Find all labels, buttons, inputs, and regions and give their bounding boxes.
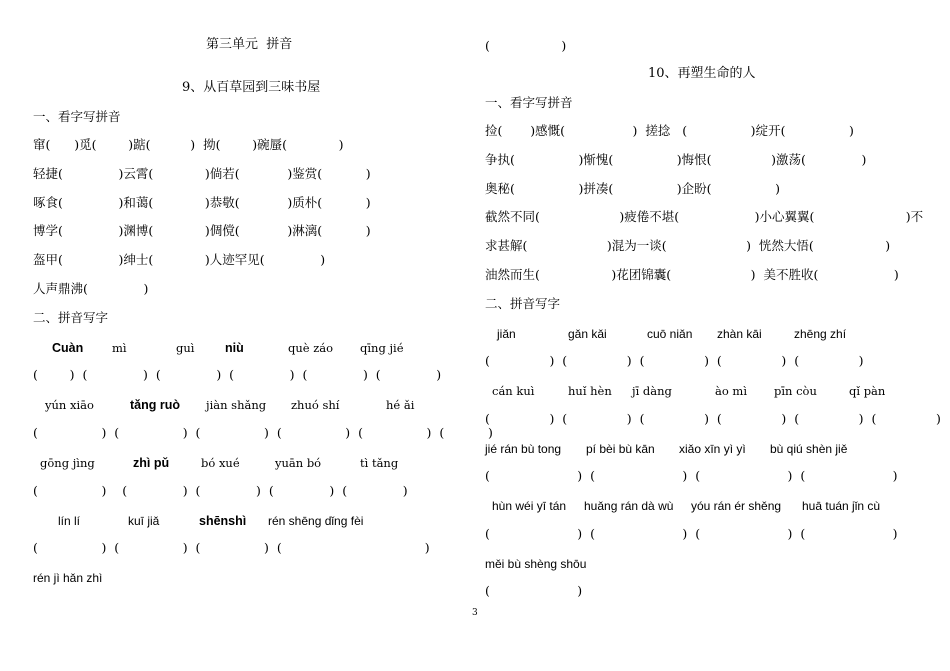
right-pinyin-3-1: jié rán bù tong	[485, 442, 562, 456]
left-paren-row-1: ( ) ( ) ( ) ( ) ( ) ( )	[33, 367, 442, 382]
lesson10-title: 10、再塑生命的人	[648, 66, 756, 81]
right-pinyin-3-4: bù qiú shèn jiě	[770, 442, 848, 456]
right-pinyin-1-4: zhàn kāi	[717, 327, 762, 341]
left-char-line-4: 博学( )渊博( )倜傥( )淋漓( )	[33, 223, 371, 238]
right-pinyin-4-1: hùn wéi yī tán	[492, 499, 567, 513]
left-pinyin-2-4: zhuó shí	[291, 398, 340, 412]
right-pinyin-1-2: gǎn kǎi	[568, 327, 607, 341]
left-char-line-3: 啄食( )和蔼( )恭敬( )质朴( )	[33, 195, 371, 210]
left-pinyin-2-5: hé ǎi	[386, 398, 415, 412]
unit-title: 第三单元 拼音	[206, 37, 293, 52]
left-pinyin-3-1: gōng jìng	[40, 456, 95, 470]
left-char-line-1: 窜( )觅( )踮( ) 拗( )碗蜃( )	[33, 137, 344, 152]
right-paren-row-4: ( ) ( ) ( ) ( )	[485, 526, 898, 541]
right-pinyin-2-5: pīn còu	[774, 384, 817, 398]
right-pinyin-1-5: zhēng zhí	[794, 327, 847, 341]
right-top-paren: ( )	[485, 38, 567, 53]
left-pinyin-2-3: jiàn shǎng	[206, 398, 267, 412]
right-pinyin-2-3: jī dàng	[632, 384, 672, 398]
right-pinyin-2-1: cán kuì	[492, 384, 535, 398]
left-pinyin-3-4: yuān bó	[275, 456, 322, 470]
left-pinyin-1-3: guì	[176, 341, 195, 355]
left-pinyin-2-1: yún xiāo	[45, 398, 94, 412]
right-pinyin-3-2: pí bèi bù kān	[586, 442, 655, 456]
left-pinyin-4-3: shēnshì	[199, 514, 247, 528]
left-pinyin-1-2: mì	[112, 341, 127, 355]
left-pinyin-1-6: qīng jié	[360, 341, 404, 355]
left-paren-row-2: ( ) ( ) ( ) ( ) ( ) ( )	[33, 425, 493, 440]
right-pinyin-4-4: huā tuán jǐn cù	[802, 499, 881, 513]
page-number: 3	[472, 608, 478, 618]
right-pinyin-2-2: huǐ hèn	[568, 384, 612, 398]
left-pinyin-1-1: Cuàn	[52, 341, 84, 355]
left-section1-title: 一、看字写拼音	[33, 109, 121, 124]
left-last-pinyin: rén jì hǎn zhì	[33, 571, 103, 585]
left-pinyin-3-5: tì tǎng	[360, 456, 399, 470]
left-char-line-6: 人声鼎沸( )	[33, 281, 149, 296]
left-pinyin-4-1: lín lí	[58, 514, 81, 528]
right-section2-title: 二、拼音写字	[485, 296, 561, 311]
left-paren-row-3: ( ) ( ) ( ) ( ) ( )	[33, 483, 408, 498]
right-pinyin-4-2: huǎng rán dà wù	[584, 499, 674, 513]
right-char-line-1: 捡( )感慨( ) 搓捻 ( )绽开( )	[485, 123, 854, 138]
right-char-line-6: 油然而生( )花团锦囊( ) 美不胜收( )	[485, 267, 899, 282]
right-pinyin-1-3: cuō niǎn	[647, 327, 693, 341]
left-pinyin-4-4: rén shēng dǐng fèi	[268, 514, 364, 528]
right-last-paren: ( )	[485, 583, 583, 598]
right-pinyin-3-3: xiǎo xīn yì yì	[679, 442, 746, 456]
left-pinyin-4-2: kuī jiǎ	[128, 514, 160, 528]
left-pinyin-3-2: zhì pǔ	[133, 456, 170, 470]
left-section2-title: 二、拼音写字	[33, 310, 109, 325]
right-section1-title: 一、看字写拼音	[485, 95, 573, 110]
right-char-line-4: 截然不同( )疲倦不堪( )小心翼翼( )不	[485, 209, 924, 224]
left-pinyin-1-5: què záo	[288, 341, 334, 355]
right-pinyin-2-4: ào mì	[715, 384, 748, 398]
lesson9-title: 9、从百草园到三味书屋	[182, 80, 321, 95]
right-pinyin-4-3: yóu rán ér shěng	[691, 499, 782, 513]
right-pinyin-1-1: jiǎn	[497, 327, 516, 341]
right-paren-row-3: ( ) ( ) ( ) ( )	[485, 468, 898, 483]
left-char-line-5: 盔甲( )绅士( )人迹罕见( )	[33, 252, 326, 267]
left-pinyin-1-4: niù	[225, 341, 244, 355]
left-pinyin-2-2: tǎng ruò	[130, 398, 180, 412]
right-paren-row-2: ( ) ( ) ( ) ( ) ( ) ( )	[485, 411, 941, 426]
right-char-line-5: 求甚解( )混为一谈( ) 恍然大悟( )	[485, 238, 891, 253]
right-char-line-3: 奥秘( )拼凑( )企盼( )	[485, 181, 780, 196]
right-last-pinyin: měi bù shèng shōu	[485, 557, 587, 571]
left-pinyin-3-3: bó xué	[201, 456, 240, 470]
right-char-line-2: 争执( )惭愧( )悔恨( )激荡( )	[485, 152, 867, 167]
left-char-line-2: 轻捷( )云霄( )倘若( )鉴赏( )	[33, 166, 371, 181]
right-paren-row-1: ( ) ( ) ( ) ( ) ( )	[485, 353, 864, 368]
right-pinyin-2-6: qǐ pàn	[849, 384, 886, 398]
left-paren-row-4: ( ) ( ) ( ) ( )	[33, 540, 430, 555]
